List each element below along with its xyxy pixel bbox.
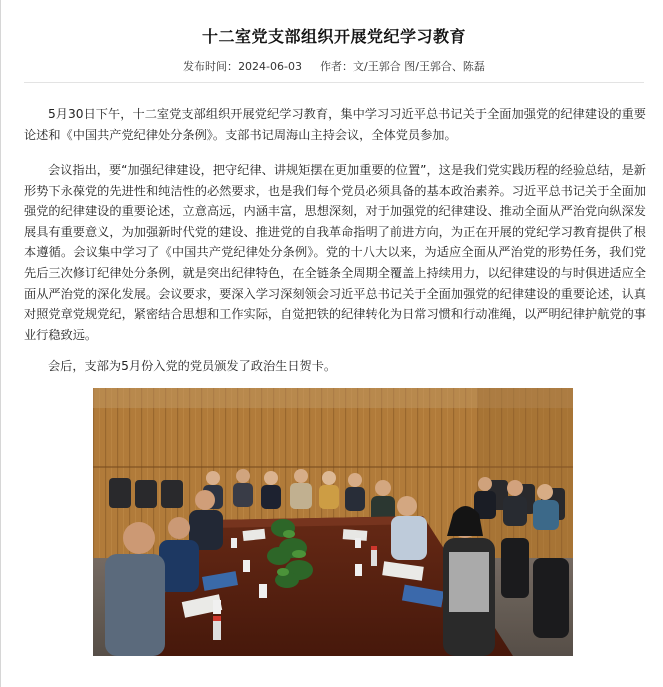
- author-credit: 文/王郭合 图/王郭合、陈磊: [353, 60, 485, 73]
- meeting-photo: [93, 388, 573, 656]
- date-label: 发布时间：: [183, 60, 239, 73]
- article-title: 十二室党支部组织开展党纪学习教育: [201, 27, 466, 46]
- paragraph-closing: 会后，支部为5月份入党的党员颁发了政治生日贺卡。: [48, 359, 337, 373]
- paragraph-intro: 5月30日下午，十二室党支部组织开展党纪学习教育，集中学习习近平总书记关于全面加强党的纪律建设的重要论述和《中国共产党纪律处分条例》。支部书记周海山主持会议，全体党员参加。: [24, 107, 646, 142]
- title-divider: [24, 82, 644, 83]
- publish-date: 2024-06-03: [238, 60, 302, 73]
- article-meta: [24, 58, 644, 74]
- paragraph-meeting: 会议指出，要“加强纪律建设，把守纪律、讲规矩摆在更加重要的位置”，这是我们党实践历程的经验总结，是新形势下永葆党的先进性和纯洁性的必然要求，也是我们每个党员必须具备的基本政治素养。习近平总书记关于全面加强党的纪律建设的重要论述，立意高远，内涵丰富，思想深刻，对于加强党的纪律建设、推动全面从严治党向纵深发展具有重要意义，为加强新时代党的建设、推进党的自我革命指明了前进方向，为正在开展的党纪学习教育提供了根本遵循。会议集中学习了《中国共产党纪律处分条例》。党的十八大以来，为适应全面从严治党的形势任务，我们党先后三次修订纪律处分条例，就是突出纪律特色，在全链条全周期全覆盖上持续用力，以纪律建设的与时俱进适应全面从严治党的深化发展。会议要求，要深入学习深刻领会习近平总书记关于全面加强党的纪律建设的重要论述，认真对照党章党规党纪，紧密结合思想和工作实际，自觉把铁的纪律转化为日常习惯和行动准绳，以严明纪律护航党的事业行稳致远。: [24, 163, 646, 342]
- page-left-border: [0, 0, 1, 687]
- author-label: 作者：: [320, 60, 353, 73]
